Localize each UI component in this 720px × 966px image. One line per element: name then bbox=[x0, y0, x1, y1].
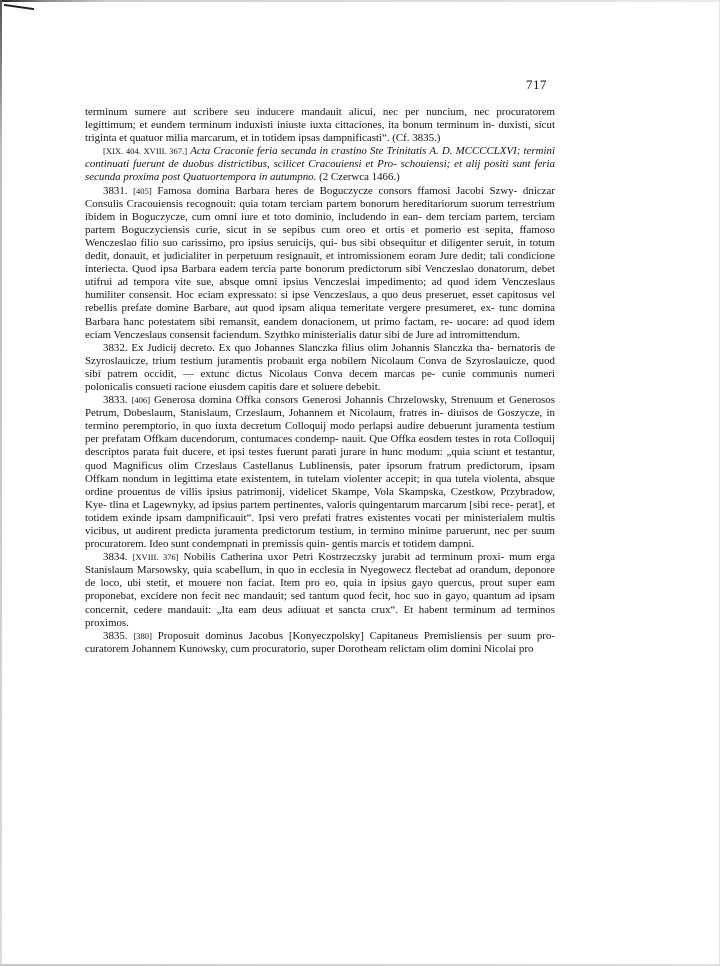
archive-ref: [406] bbox=[131, 395, 151, 406]
text-line: ad orandum, deponore de loco, ubi stetit, et mouere non faciat. Item pro eo, quia in ipsius bbox=[85, 564, 555, 590]
entry-number: 3832. bbox=[103, 341, 128, 354]
text-line: vel rebellis prefate domine Barbare, aut quod ipsam aliqua temeritate vergere presumeret, ex- bbox=[85, 289, 555, 315]
text-line: et ortis et pomerio est sepita, ffamoso Wenczeslao filio suo carissimo, pro ipsius seruicijs, qui- bbox=[85, 223, 555, 249]
text-line: perat], et totidem exinde ipsam dampnificauit“. Ipsi vero prefati fratres existentes vocati per bbox=[85, 498, 555, 524]
text-line: audire debuerunt juramenta testium per prefatam Offkam ducendorum, contumaces condemp- bbox=[85, 420, 555, 446]
text-line: MCCCCLXVI; termini continuati fuerunt de duobus districtibus, scilicet Cracouiensi et Pro- bbox=[85, 145, 555, 171]
text-line: tlina et Lagewnyky, ad ipsius partem pertinentes, valoris quingentarum marcarum [sibi rece- bbox=[109, 498, 514, 511]
entry-number: 3833. bbox=[103, 394, 128, 407]
text-line: nauit. Que Offka eosdem testes in rota Colloquij descriptos parata fuit ducere, et ipsi testes bbox=[85, 433, 555, 459]
page-number: 717 bbox=[526, 77, 547, 92]
text-line: mum erga Stanislaum Marsowsky, quia scabellum, in quo in ecclesia in Nyegowecz flectebat bbox=[85, 551, 555, 577]
text-line: uocare: ad quod idem eciam Venczeslaus consensit faciendum. Szythko ministerialis datur sibi bbox=[85, 315, 555, 341]
text-line: vite sue, absque omni ipsius Venczeslai impedimento; ad quod idem Venczeslaus humiliter bbox=[85, 276, 555, 302]
text-line: legittimum; et eundem terminum induxisti iniuste iuxta cittaciones, ita bonum terminum in- bbox=[85, 119, 495, 132]
text-line: terminum sumere aut scribere seu inducere mandauit alicui, nec per nuncium, nec procuratorem bbox=[85, 106, 555, 118]
text-line: cunie communis numeri polonicalis consueti racione eiusdem capitis dare et soluere debebit. bbox=[85, 367, 555, 393]
text-line: schouiensi; et alij positi sunt feria secunda proxima post Quatuortempora in autumpno. bbox=[85, 158, 555, 184]
continuation-paragraph bbox=[85, 106, 555, 145]
text-line: bernatoris de Szyroslauicze, trium testium juramentis probauit erga nobilem Nicolaum Conva bbox=[85, 341, 555, 367]
text-line: duxisti, sicut triginta et quatuor milia marcarum, et in totidem ipsas dampnificasti“. (Cf. 3835.) bbox=[85, 119, 555, 145]
text-line: ministerialem multis vicibus, ut audirent predicta juramenta predictorum testium, in termino bbox=[85, 511, 555, 537]
text-line: Generosa domina Offka consors Generosi Johannis Chrzelowsky, Strenuum bbox=[154, 394, 494, 407]
entry-3832 bbox=[85, 342, 555, 394]
text-line: tunc domina Barbara hanc potestatem sibi remansit, eandem donacionem, ut primo factam, re- bbox=[85, 302, 555, 328]
text-line: gentis marcis et totidem dampni. bbox=[331, 538, 475, 551]
text-line: Famosa domina Barbara heres de Boguczycze consors ffamosi Jacobi Szwy- bbox=[157, 184, 518, 197]
corner-mark bbox=[4, 4, 34, 14]
text-line: fecit, hoc suo in gayo, quantum ad ipsam concernit, cedere mandauit: „Ita eam deus adiuuat bbox=[85, 590, 555, 616]
note-paragraph bbox=[85, 145, 555, 184]
text-line: et sancta crux“. Et habent terminum ad terminos proximos. bbox=[85, 603, 555, 629]
text-line: Nobilis Catherina uxor Petri Kostrzeczsky jurabit ad terminum proxi- bbox=[183, 551, 505, 564]
archive-ref: [380] bbox=[133, 630, 152, 641]
text-line: fuerunt parati jurare in hunc modum: „quia sciunt et testantur, quod Magnificus olim Crzeslaus bbox=[85, 446, 555, 472]
text-line: dem terciam partem, terciam partem Boguczyciensis curie, sicut in se sepibus cum oreo bbox=[85, 210, 555, 236]
entry-number: 3831. bbox=[103, 184, 128, 197]
entry-3831 bbox=[85, 185, 555, 342]
text-line: diuisos de Goszycze, in termino peremptorio, in quo iuxta decretum Colloquij modo perlapsi bbox=[85, 407, 555, 433]
entry-number: 3835. bbox=[103, 629, 128, 642]
scan-edge-left bbox=[0, 0, 2, 966]
archive-ref: [XVIII. 376] bbox=[132, 552, 179, 563]
text-line: bus sibi obsequitur et diligenter seruit, in totum dedit, donauit, et judicialiter in perpetuum bbox=[85, 236, 555, 263]
text-line: de Szyroslauicze, quod sibi patrem occidit, — extunc dictus Nicolaus Conva decem marcas pe- bbox=[85, 354, 555, 380]
entry-3835 bbox=[85, 630, 555, 656]
text-line: gayo quercus, prout super eam proponebat, excidere non fecit nec mandauit; sed tantum quod bbox=[85, 577, 555, 603]
text-line: eadem tercia parte bonorum predictorum sibi Venczeslao donatorum, debet utifrui ad tempora bbox=[85, 263, 556, 289]
text-line: suorum terrestrium ibidem in Boguczycze, cum omni iure et toto dominio, includendo in ean- bbox=[85, 197, 555, 223]
text-line: Castellanus Lublinensis, pater ipsorum fratrum predictorum, ipsam Offkam nondum in legittima bbox=[85, 459, 555, 485]
entry-number: 3834. bbox=[103, 551, 128, 564]
text-line: de Jure ad intromittendum. bbox=[402, 328, 521, 341]
text-line: Acta Craconie feria secunda in crastino Ste Trinitatis A. D. bbox=[190, 145, 453, 158]
text-line: resignauit, et intromissionem eoram Jure dedit; tali condicione interiecta. Quod ipsa Barbara bbox=[85, 250, 555, 276]
entry-3834 bbox=[85, 551, 555, 630]
text-line: etate existentem, in tutelam violenter accepit; in qua tutela violenta, absque ordine prouentus bbox=[85, 472, 555, 498]
text-line: minime paruerunt, nec per suum procuratorem. Ideo sunt condempnati in premissis quin- bbox=[85, 525, 555, 551]
text-block bbox=[85, 106, 555, 656]
entry-3833 bbox=[85, 394, 555, 551]
archive-ref: [405] bbox=[133, 185, 152, 196]
text-line: consensit. Hoc eciam expressato: si ipse Venczeslaus, a quo deus preseruet, esset capitosus bbox=[128, 289, 538, 302]
text-line: et Generosos Petrum, Dobeslaum, Stanislaum, Crzeslaum, Johannem et Nicolaum, fratres in- bbox=[85, 394, 555, 420]
text-line: dniczar Consulis Cracouiensis recognouit: quia totam terciam partem bonorum hereditariorum bbox=[85, 184, 555, 210]
entry-date: (2 Czerwca 1466.) bbox=[319, 171, 400, 184]
archive-ref: [XIX. 404. XVIII. 367.] bbox=[103, 146, 188, 157]
scan-edge-top bbox=[0, 0, 720, 2]
text-line: Proposuit dominus Jacobus [Konyeczpolsky] Capitaneus Premisliensis per suum pro- bbox=[157, 629, 555, 642]
text-line: de villis ipsius patrimonij, videlicet Skampe, Vola Skampska, Czestkow, Przybradow, Kye- bbox=[85, 485, 555, 511]
text-line: curatorem Johannem Kunowsky, cum procuratorio, super Dorotheam relictam olim domini Nicolai pro bbox=[85, 642, 534, 655]
text-line: Ex Judicij decreto. Ex quo Johannes Slanczka filius olim Johannis Slanczka tha- bbox=[131, 341, 494, 354]
